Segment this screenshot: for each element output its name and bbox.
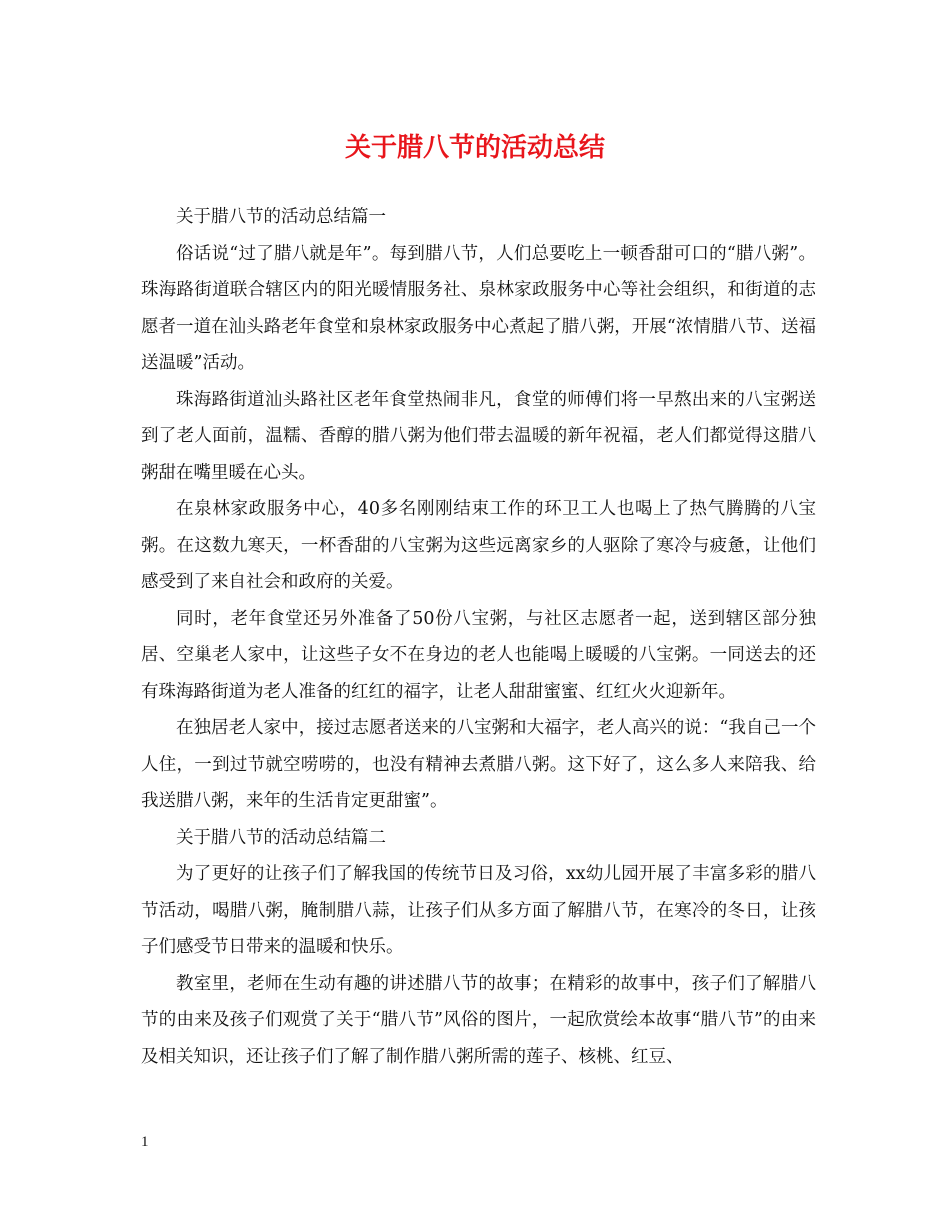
paragraph: 珠海路街道汕头路社区老年食堂热闹非凡，食堂的师傅们将一早熬出来的八宝粥送到了老人面前，温糯、香醇的腊八粥为他们带去温暖的新年祝福，老人们都觉得这腊八粥甜在嘴里暖在心头。 (141, 389, 816, 483)
page-number: 1 (141, 1134, 149, 1150)
paragraph: 在泉林家政服务中心，40多名刚刚结束工作的环卫工人也喝上了热气腾腾的八宝粥。在这数九寒天，一杯香甜的八宝粥为这些远离家乡的人驱除了寒冷与疲惫，让他们感受到了来自社会和政府的关爱。 (141, 499, 816, 592)
paragraph: 俗话说“过了腊八就是年”。每到腊八节，人们总要吃上一顿香甜可口的“腊八粥”。珠海路街道联合辖区内的阳光暖情服务社、泉林家政服务中心等社会组织，和街道的志愿者一道在汕头路老年食堂和泉林家政服务中心煮起了腊八粥，开展“浓情腊八节、送福送温暖”活动。 (141, 243, 816, 373)
document-body (141, 199, 816, 1075)
paragraph: 为了更好的让孩子们了解我国的传统节日及习俗，xx幼儿园开展了丰富多彩的腊八节活动，喝腊八粥，腌制腊八蒜，让孩子们从多方面了解腊八节，在寒冷的冬日，让孩子们感受节日带来的温暖和快乐。 (141, 864, 816, 957)
paragraph: 教室里，老师在生动有趣的讲述腊八节的故事；在精彩的故事中，孩子们了解腊八节的由来及孩子们观赏了关于“腊八节”风俗的图片，一起欣赏绘本故事“腊八节”的由来及相关知识，还让孩子们了解了制作腊八粥所需的莲子、核桃、红豆、 (141, 973, 816, 1067)
section-heading-1: 关于腊八节的活动总结篇一 (176, 207, 386, 227)
section-heading-2: 关于腊八节的活动总结篇二 (176, 827, 386, 848)
document-title: 关于腊八节的活动总结 (344, 133, 605, 163)
paragraph: 同时，老年食堂还另外准备了50份八宝粥，与社区志愿者一起，送到辖区部分独居、空巢老人家中，让这些子女不在身边的老人也能喝上暖暖的八宝粥。一同送去的还有珠海路街道为老人准备的红红的福字，让老人甜甜蜜蜜、红红火火迎新年。 (141, 608, 816, 702)
paragraph: 在独居老人家中，接过志愿者送来的八宝粥和大福字，老人高兴的说：“我自己一个人住，一到过节就空唠唠的，也没有精神去煮腊八粥。这下好了，这么多人来陪我、给我送腊八粥，来年的生活肯定更甜蜜”。 (141, 718, 816, 811)
